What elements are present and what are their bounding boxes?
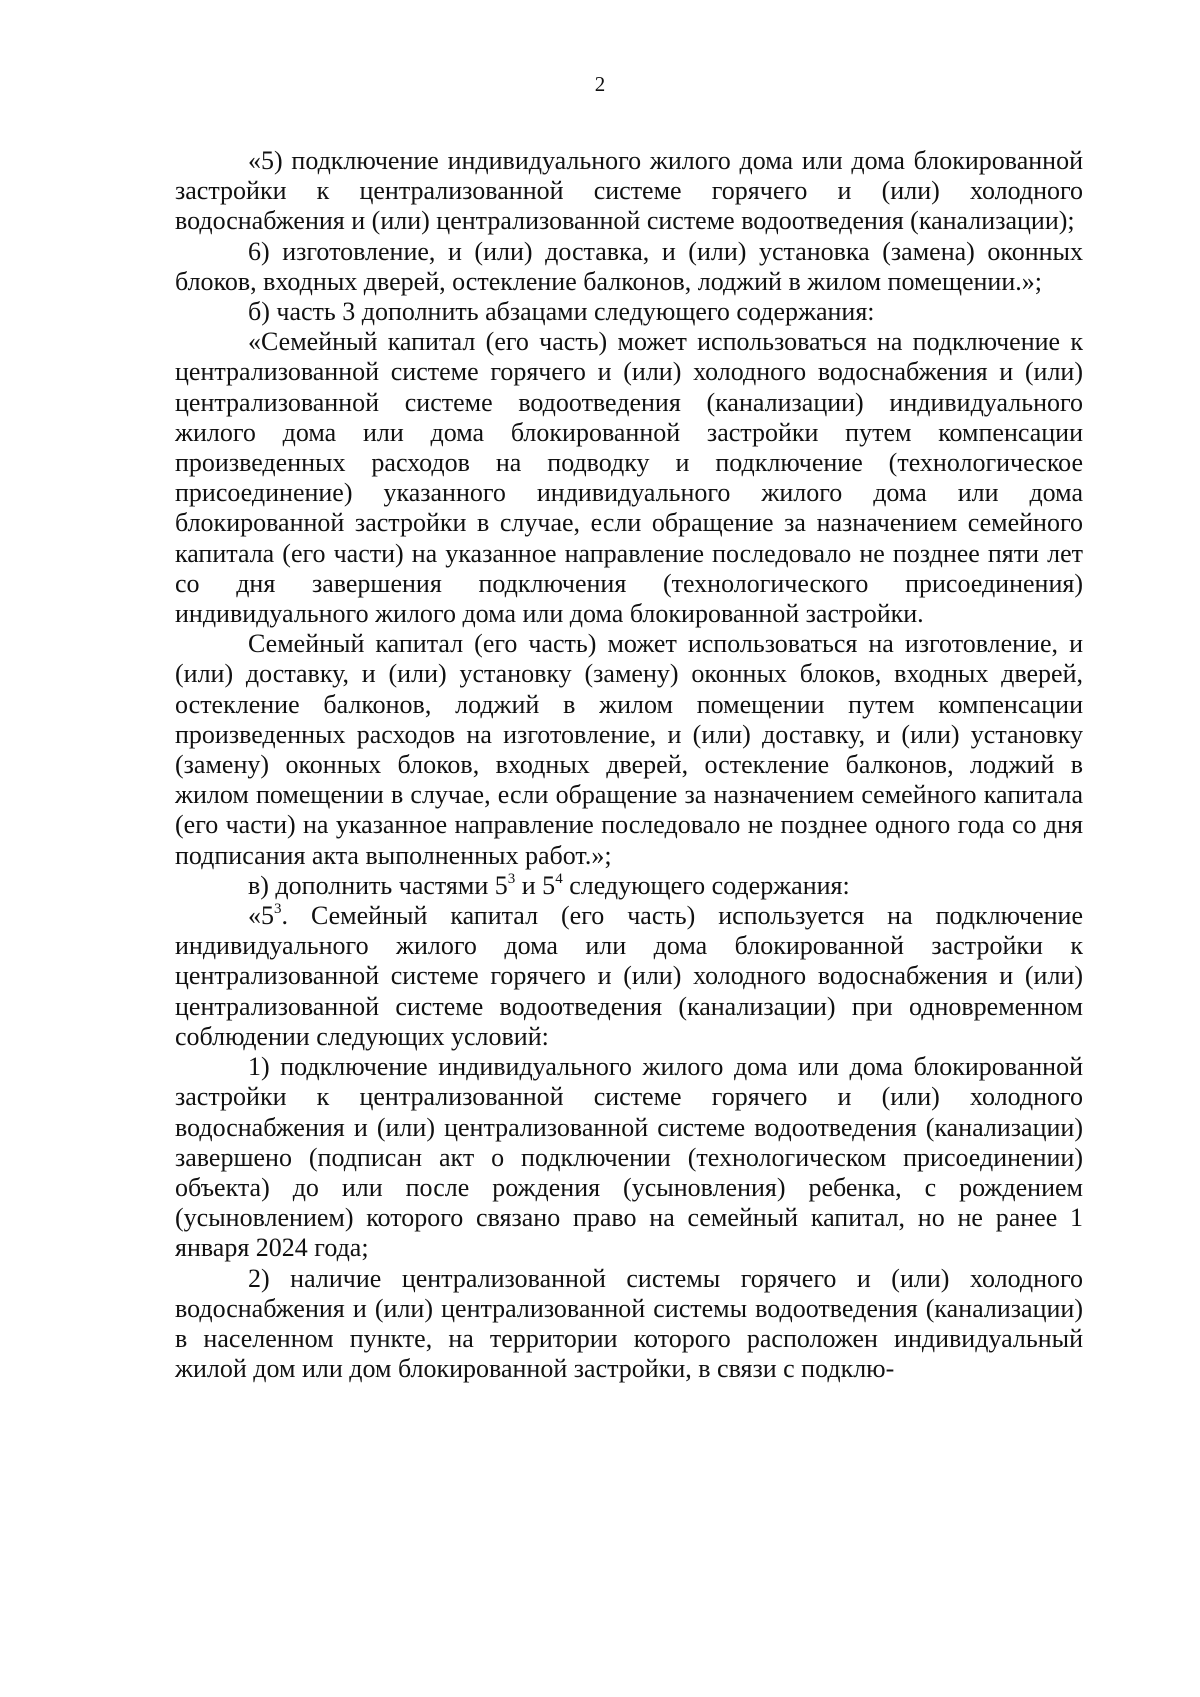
paragraph-water-connection: «Семейный капитал (его часть) может использоваться на подключение к централизованной системе горячего и (или) холодного водоснабжения и (или) централизованной системе водоотведения (канализации) индивидуального жилого дома или дома блокированной застройки путем компенсации произведенных расходов на подводку и подключение (технологическое присоединение) указанного индивидуального жилого дома или дома блокированной застройки в случае, если обращение за назначением семейного капитала (его части) на указанное направление последовало не позднее пяти лет со дня завершения подключения (технологического присоединения) индивидуального жилого дома или дома блокированной застройки.	[175, 327, 1083, 629]
paragraph-part-v	[175, 871, 1083, 901]
paragraph-part-b: б) часть 3 дополнить абзацами следующего содержания:	[248, 297, 875, 327]
document-body	[175, 146, 1083, 1384]
paragraph-condition-2: 2) наличие централизованной системы горячего и (или) холодного водоснабжения и (или) централизованной системы водоотведения (канализации) в населенном пункте, на территории которого расположен индивидуальный жилой дом или дом блокированной застройки, в связи с подклю-	[175, 1263, 1083, 1384]
part-v-text-middle: и 5	[515, 870, 556, 900]
part-v-text-start: в) дополнить частями 5	[248, 870, 508, 900]
superscript-3: 3	[507, 870, 516, 887]
part-v-text-end: следующего содержания:	[562, 870, 850, 900]
paragraph-part-5-3	[175, 901, 1083, 1052]
paragraph-condition-1: 1) подключение индивидуального жилого дома или дома блокированной застройки к централизованной системе горячего и (или) холодного водоснабжения и (или) централизованной системе водоотведения (канализации) завершено (подписан акт о подключении (технологическом присоединении) объекта) до или после рождения (усыновления) ребенка, с рождением (усыновлением) которого связано право на семейный капитал, но не ранее 1 января 2024 года;	[175, 1052, 1083, 1263]
part-5-3-text: . Семейный капитал (его часть) используется на подключение индивидуального жилого дома или дома блокированной застройки к централизованной системе горячего и (или) холодного водоснабжения и (или) централизованной системе водоотведения (канализации) при одновременном соблюдении следующих условий:	[175, 901, 1083, 1051]
paragraph-item-6: 6) изготовление, и (или) доставка, и (или) установка (замена) оконных блоков, входных дверей, остекление балконов, лоджий в жилом помещении.»;	[175, 236, 1083, 296]
paragraph-item-5: «5) подключение индивидуального жилого дома или дома блокированной застройки к централизованной системе горячего и (или) холодного водоснабжения и (или) централизованной системе водоотведения (канализации);	[175, 146, 1083, 236]
page-number: 2	[594, 72, 606, 96]
superscript-4: 4	[555, 870, 563, 887]
part-5-3-label: «5	[248, 901, 274, 931]
part-5-3-superscript: 3	[274, 901, 282, 918]
paragraph-windows-doors: Семейный капитал (его часть) может использоваться на изготовление, и (или) доставку, и (или) установку (замену) оконных блоков, входных дверей, остекление балконов, лоджий в жилом помещении путем компенсации произведенных расходов на изготовление, и (или) доставку, и (или) установку (замену) оконных блоков, входных дверей, остекление балконов, лоджий в жилом помещении в случае, если обращение за назначением семейного капитала (его части) на указанное направление последовало не позднее одного года со дня подписания акта выполненных работ.»;	[175, 629, 1083, 870]
